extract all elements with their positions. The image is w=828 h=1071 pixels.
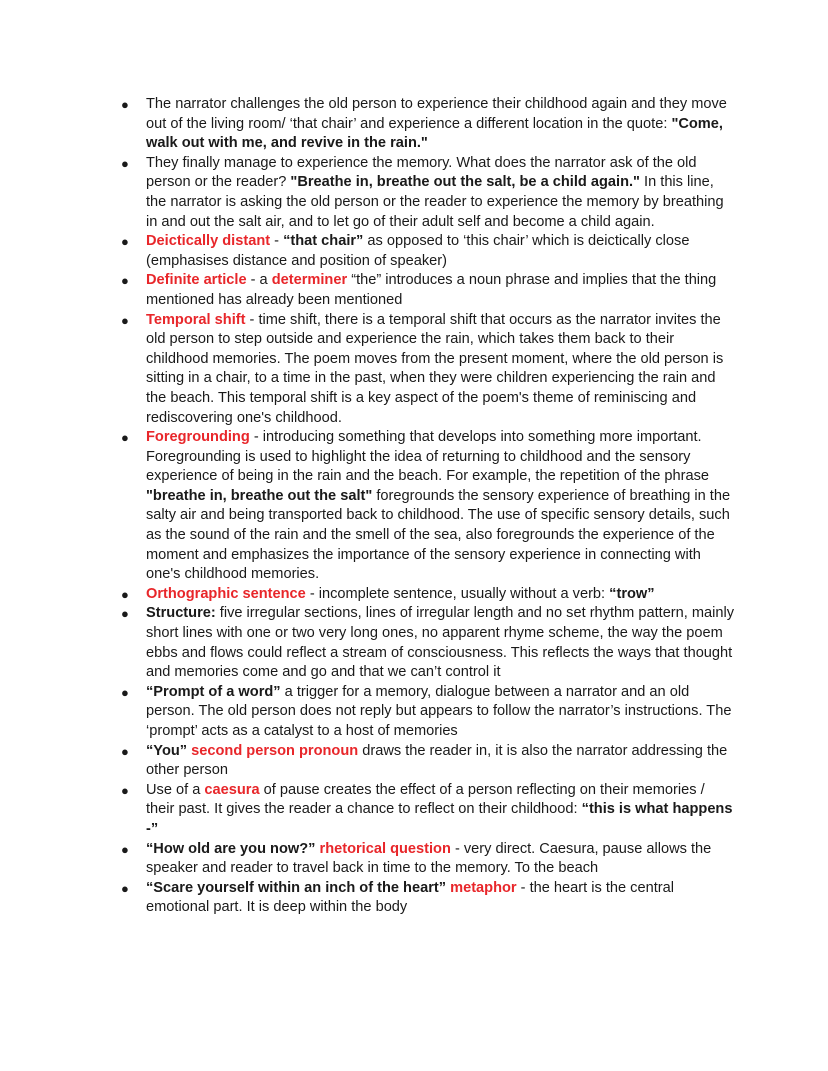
bullet-icon: ● <box>121 586 129 602</box>
body-text: of pause creates the effect of a person reflecting on their memories / their past. It gives the reader a chance to reflect on their childhood: <box>146 781 705 818</box>
body-text: foregrounds the sensory experience of breathing in the salty air and being transported back to childhood. The use of specific sensory details, such as the sound of the rain and the smell of the sea, also foregrounds the experience of the moment and emphasizes the importance of the sensory experience in connecting with one's childhood memories. <box>146 487 731 583</box>
quoted-text: “that chair” <box>283 233 364 250</box>
bullet-icon: ● <box>121 312 129 328</box>
quoted-text: “You” <box>146 742 188 759</box>
quoted-text: “Scare yourself within an inch of the heart” <box>146 879 447 896</box>
body-text: - <box>270 233 284 250</box>
key-term: Temporal shift <box>146 311 246 328</box>
list-item <box>112 781 737 840</box>
bullet-icon: ● <box>121 273 129 289</box>
list-item <box>112 879 737 918</box>
list-item <box>112 683 737 742</box>
bullet-icon: ● <box>121 782 129 798</box>
body-text: - introducing something that develops into something more important. Foregrounding is used to highlight the idea of returning to childhood and the sensory experience of being in the rain and the beach. For example, the repetition of the phrase <box>146 429 710 485</box>
key-term: Deictically distant <box>146 233 271 250</box>
body-text: five irregular sections, lines of irregular length and no set rhythm pattern, mainly short lines with one or two very long ones, no apparent rhyme scheme, the way the poem ebbs and flows could reflect a stream of consciousness. This reflects the ways that thought and memories come and go and that we can’t control it <box>146 605 735 681</box>
list-item <box>112 311 737 429</box>
body-text: draws the reader in, it is also the narrator addressing the other person <box>146 742 728 779</box>
body-text: - time shift, there is a temporal shift that occurs as the narrator invites the old person to step outside and experience the rain, which takes them back to their childhood memories. The poem moves from the present moment, where the old person is sitting in a chair, to a time in the past, when they were children experiencing the rain and the beach. This temporal shift is a key aspect of the poem's theme of reminiscing and rediscovering one's childhood. <box>146 311 724 426</box>
quoted-text: Structure: <box>146 605 216 622</box>
bullet-icon: ● <box>121 743 129 759</box>
body-text: as opposed to ‘this chair’ which is deictically close (emphasises distance and position of speaker) <box>146 233 690 269</box>
body-text: “the” introduces a noun phrase and implies that the thing mentioned has already been mentioned <box>146 272 717 308</box>
body-text: Use of a <box>146 781 205 798</box>
body-text: - incomplete sentence, usually without a verb: <box>305 585 610 602</box>
list-item <box>112 840 737 879</box>
quoted-text: “trow” <box>609 585 655 602</box>
bullet-icon: ● <box>121 97 129 112</box>
list-item <box>112 428 737 585</box>
bullet-icon: ● <box>121 430 129 446</box>
body-text: In this line, the narrator is asking the old person or the reader to experience the memory by breathing in and out the salt air, and to let go of their adult self and become a child again. <box>146 174 724 230</box>
key-term: second person pronoun <box>191 742 359 759</box>
list-item <box>112 232 737 271</box>
list-item <box>112 95 737 154</box>
bullet-icon: ● <box>121 880 129 896</box>
key-term: Orthographic sentence <box>146 585 306 602</box>
key-term: Foregrounding <box>146 429 250 446</box>
body-text: The narrator challenges the old person to experience their childhood again and they move out of the living room/ ‘that chair’ and experience a different location in the quote: <box>146 96 727 132</box>
body-text: - a <box>246 272 272 289</box>
bullet-icon: ● <box>121 841 129 857</box>
list-item <box>112 742 737 781</box>
key-term: Definite article <box>146 272 247 289</box>
bullet-icon: ● <box>121 606 129 622</box>
list-item <box>112 271 737 310</box>
body-text: - very direct. Caesura, pause allows the speaker and reader to travel back in time to the memory. To the beach <box>146 840 712 877</box>
key-term: determiner <box>271 272 348 289</box>
key-term: rhetorical question <box>319 840 451 857</box>
bullet-icon: ● <box>121 234 129 250</box>
list-item <box>112 585 737 605</box>
body-text: They finally manage to experience the memory. What does the narrator ask of the old person or the reader? <box>146 154 697 191</box>
quoted-text: “this is what happens -” <box>146 801 733 837</box>
body-text: a trigger for a memory, dialogue between a narrator and an old person. The old person does not reply but appears to follow the narrator’s instructions. The ‘prompt’ acts as a catalyst to a host of memories <box>146 683 732 739</box>
list-item <box>112 604 737 682</box>
key-term: caesura <box>204 781 260 798</box>
bullet-icon: ● <box>121 155 129 171</box>
list-item <box>112 154 737 232</box>
quoted-text: "Come, walk out with me, and revive in the rain." <box>146 115 723 152</box>
bullet-icon: ● <box>121 684 129 700</box>
quoted-text: “Prompt of a word” <box>146 683 281 700</box>
quoted-text: “How old are you now?” <box>146 840 316 857</box>
body-text: - the heart is the central emotional part. It is deep within the body <box>146 879 674 916</box>
quoted-text: "breathe in, breathe out the salt" <box>146 487 373 504</box>
quoted-text: "Breathe in, breathe out the salt, be a child again." <box>290 174 640 191</box>
notes-bullet-list <box>112 95 737 918</box>
key-term: metaphor <box>450 879 517 896</box>
